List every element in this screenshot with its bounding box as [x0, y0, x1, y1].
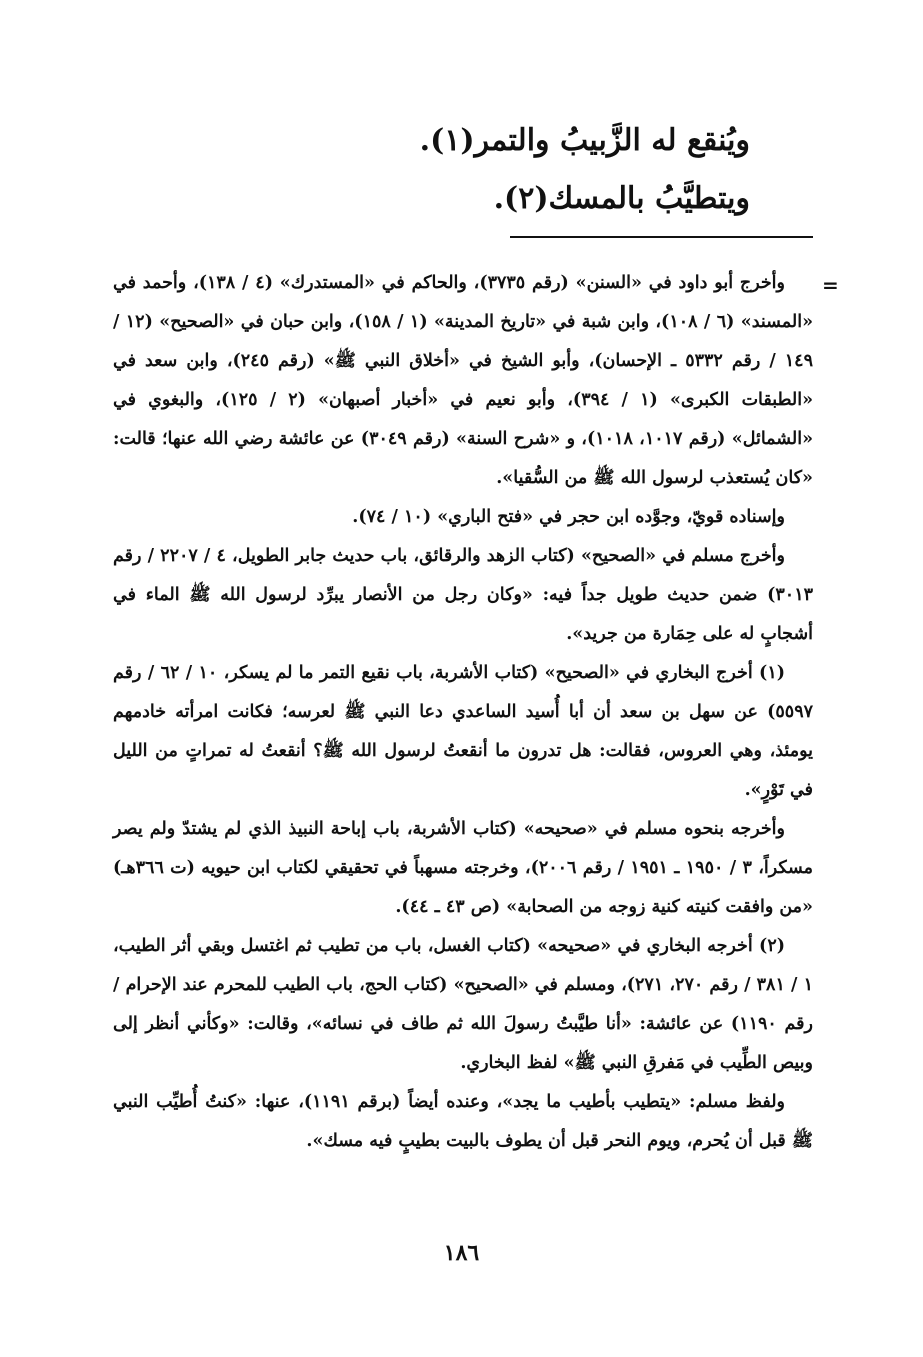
footnote-paragraph: وأخرج أبو داود في «السنن» (رقم ٣٧٣٥)، والحاكم في «المستدرك» (٤ / ١٣٨)، وأحمد في «المسند» (٦ / ١٠٨)، وابن شبة في «تاريخ المدينة» (١ / ١٥٨)، وابن حبان في «الصحيح» (١٢ / ١٤٩ / رقم ٥٣٣٢ ـ الإحسان)، وأبو الشيخ في «أخلاق النبي ﷺ» (رقم ٢٤٥)، وابن سعد في «الطبقات الكبرى» (١ / ٣٩٤)، وأبو نعيم في «أخبار أصبهان» (٢ / ١٢٥)، والبغوي في «الشمائل» (رقم ١٠١٧، ١٠١٨)، و «شرح السنة» (رقم ٣٠٤٩) عن عائشة رضي الله عنها؛ قالت: «كان يُستعذب لرسول الله ﷺ من السُّقيا».	[113, 273, 814, 488]
footnote-1: (١) أخرج البخاري في «الصحيح» (كتاب الأشربة، باب نقيع التمر ما لم يسكر، ١٠ / ٦٢ / رقم ٥٥٩٧) عن سهل بن سعد أن أبا أُسيد الساعدي دعا النبي ﷺ لعرسه؛ فكانت امرأته خادمهم يومئذ، وهي العروس، فقالت: هل تدرون ما أنقعتُ لرسول الله ﷺ؟ أنقعتُ له تمراتٍ من الليل في تَوْرٍ».	[113, 663, 813, 800]
footnotes	[113, 264, 813, 1161]
main-text	[190, 112, 750, 228]
footnote-paragraph: وأخرجه بنحوه مسلم في «صحيحه» (كتاب الأشربة، باب إباحة النبيذ الذي لم يشتدّ ولم يصر مسكراً، ٣ / ١٩٥٠ ـ ١٩٥١ / رقم ٢٠٠٦)، وخرجته مسهباً في تحقيقي لكتاب ابن حيويه (ت ٣٦٦هـ) «من وافقت كنيته كنية زوجه من الصحابة» (ص ٤٣ ـ ٤٤).	[113, 819, 814, 917]
footnote-paragraph: وإسناده قويّ، وجوَّده ابن حجر في «فتح الباري» (١٠ / ٧٤).	[352, 507, 785, 527]
page-number: ١٨٦	[443, 1240, 480, 1266]
footnote-2: (٢) أخرجه البخاري في «صحيحه» (كتاب الغسل، باب من تطيب ثم اغتسل وبقي أثر الطيب، ١ / ٣٨١ / رقم ٢٧٠، ٢٧١)، ومسلم في «الصحيح» (كتاب الحج، باب الطيب للمحرم عند الإحرام / رقم ١١٩٠) عن عائشة: «أنا طيَّبتُ رسولَ الله ثم طاف في نسائه»، وقالت: «وكأني أنظر إلى وبيص الطِّيب في مَفرقِ النبي ﷺ» لفظ البخاري.	[113, 936, 813, 1073]
continuation-mark: =	[822, 273, 839, 297]
main-line-1: ويُنقع له الزَّبيبُ والتمر(١).	[419, 123, 750, 158]
footnote-paragraph: ولفظ مسلم: «يتطيب بأطيب ما يجد»، وعنده أيضاً (برقم ١١٩١)، عنها: «كنتُ أُطيِّب النبي ﷺ قبل أن يُحرم، ويوم النحر قبل أن يطوف بالبيت بطيبٍ فيه مسك».	[113, 1092, 813, 1151]
main-line-2: ويتطيَّبُ بالمسك(٢).	[493, 181, 750, 216]
footnote-paragraph: وأخرج مسلم في «الصحيح» (كتاب الزهد والرقائق، باب حديث جابر الطويل، ٤ / ٢٢٠٧ / رقم ٣٠١٣) ضمن حديث طويل جداً فيه: «وكان رجل من الأنصار يبرِّد لرسول الله ﷺ الماء في أشجابٍ له على حِمَارة من جريد».	[113, 546, 813, 644]
footnote-separator	[510, 236, 813, 238]
